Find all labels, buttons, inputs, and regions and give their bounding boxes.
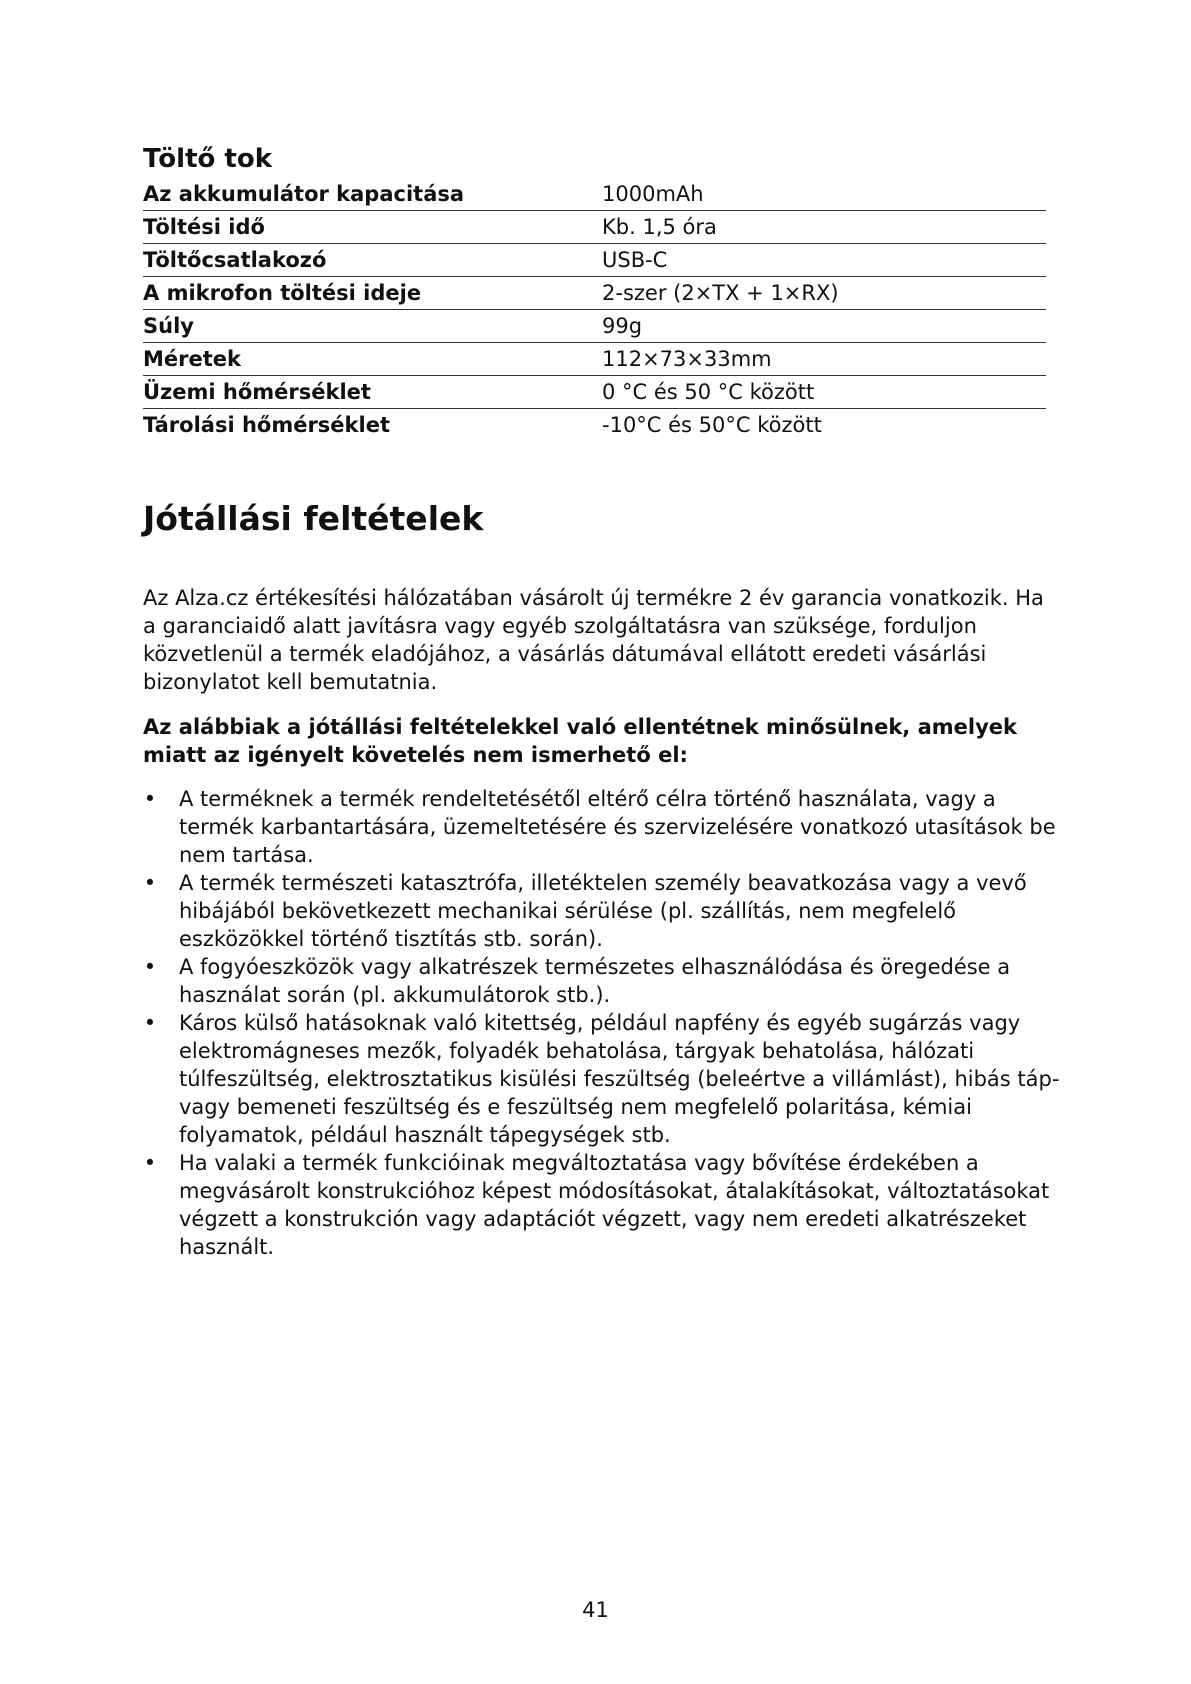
spec-value: 2-szer (2×TX + 1×RX) [602,281,839,305]
list-item-text: Káros külső hatásoknak való kitettség, például napfény és egyéb sugárzás vagy elektromágneses mezők, folyadék behatolása, tárgyak behatolása, hálózati túlfeszültség, elektrosztatikus kisülési feszültség (beleértve a villámlást), hibás táp- vagy bemeneti feszültség és e feszültség nem megfelelő polaritása, kémiai folyamatok, például használt tápegységek stb. [179,1011,1060,1147]
spec-value: USB-C [602,248,668,272]
spec-label: Az akkumulátor kapacitása [143,182,465,206]
table-row [143,310,1046,343]
conditions-list [143,785,1063,1261]
spec-label: Tárolási hőmérséklet [143,413,390,437]
spec-value: 0 °C és 50 °C között [602,380,815,404]
spec-table [143,178,1046,441]
bullet-icon: • [143,955,157,979]
page-number: 41 [582,1598,609,1622]
warranty-intro: Az Alza.cz értékesítési hálózatában vásárolt új termékre 2 év garancia vonatkozik. Ha a garanciaidő alatt javításra vagy egyéb szolgáltatásra van szüksége, forduljon közvetlenül a termék eladójához, a vásárlás dátumával ellátott eredeti vásárlási bizonylatot kell bemutatnia. [143,586,1044,694]
table-row [143,376,1046,409]
bullet-icon: • [143,787,157,811]
section-title: Töltő tok [143,144,272,174]
table-row [143,343,1046,376]
list-item [143,953,1063,1009]
list-item [143,1149,1063,1261]
table-row [143,244,1046,277]
spec-label: Töltőcsatlakozó [143,248,327,272]
spec-value: 99g [602,314,643,338]
table-row [143,277,1046,310]
list-item-text: A fogyóeszközök vagy alkatrészek természetes elhasználódása és öregedése a használat során (pl. akkumulátorok stb.). [179,955,1011,1007]
list-item [143,785,1063,869]
spec-label: Súly [143,314,194,338]
spec-value: 1000mAh [602,182,704,206]
list-item-text: A termék természeti katasztrófa, illetéktelen személy beavatkozása vagy a vevő hibájából bekövetkezett mechanikai sérülése (pl. szállítás, nem megfelelő eszközökkel történő tisztítás stb. során). [179,871,1027,951]
spec-value: Kb. 1,5 óra [602,215,717,239]
spec-value: 112×73×33mm [602,347,772,371]
table-row [143,211,1046,244]
table-row [143,409,1046,442]
list-item [143,869,1063,953]
spec-label: Üzemi hőmérséklet [143,380,371,404]
spec-value: -10°C és 50°C között [602,413,822,437]
spec-label: Méretek [143,347,241,371]
table-row [143,178,1046,211]
bullet-icon: • [143,1151,157,1175]
spec-label: A mikrofon töltési ideje [143,281,422,305]
conditions-heading: Az alábbiak a jótállási feltételekkel való ellentétnek minősülnek, amelyek miatt az igényelt követelés nem ismerhető el: [143,715,1017,767]
list-item [143,1009,1063,1149]
bullet-icon: • [143,1011,157,1035]
list-item-text: A terméknek a termék rendeltetésétől eltérő célra történő használata, vagy a termék karbantartására, üzemeltetésére és szervizelésére vonatkozó utasítások be nem tartása. [179,787,1056,867]
bullet-icon: • [143,871,157,895]
warranty-title: Jótállási feltételek [143,499,484,538]
list-item-text: Ha valaki a termék funkcióinak megváltoztatása vagy bővítése érdekében a megvásárolt konstrukcióhoz képest módosításokat, átalakításokat, változtatásokat végzett a konstrukción vagy adaptációt végzett, vagy nem eredeti alkatrészeket használt. [179,1151,1050,1259]
spec-label: Töltési idő [143,215,265,239]
